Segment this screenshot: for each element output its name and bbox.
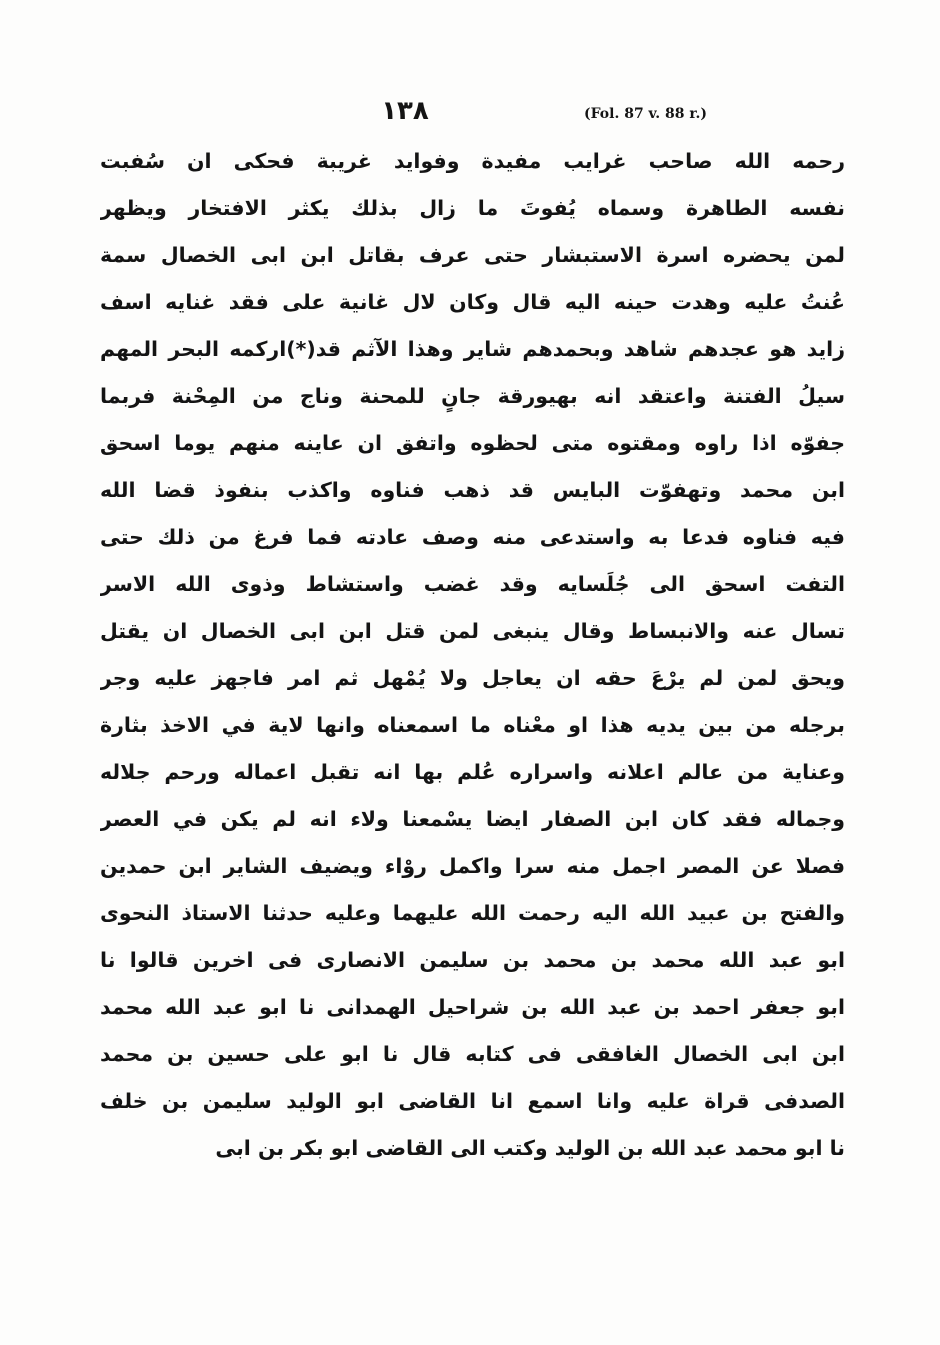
text-line: فيه فناوه فدعا به واستدعى منه وصف عادته فما فرغ من ذلك حتى: [100, 525, 845, 549]
text-line: ابن محمد وتهفوّت البايس قد ذهب فناوه واكذب بنفوذ قضا الله: [100, 478, 845, 502]
text-line: لمن يحضره اسرة الاستبشار حتى عرف بقاتل ابن ابى الخصال سمة: [100, 243, 845, 267]
arabic-text-block: [100, 138, 845, 1172]
text-line: فصلا عن المصر اجمل منه سرا واكمل روْاء ويضيف الشاير ابن حمدين: [100, 854, 845, 878]
text-line: ابو عبد الله محمد بن محمد بن سليمن الانصارى فى اخرين قالوا نا: [100, 948, 845, 972]
page-number: ١٣٨: [381, 96, 429, 126]
text-line: تسال عنه والانبساط وقال ينبغى لمن قتل ابن ابى الخصال ان يقتل: [100, 619, 845, 643]
text-line: رحمه الله صاحب غرايب مفيدة وفوايد غريبة فحكى ان سُفبت: [100, 149, 845, 173]
text-line: وعناية من عالم اعلانه واسراره عُلم بها انه تقبل اعماله ورحم جلاله: [100, 760, 845, 784]
text-line: وجماله فقد كان ابن الصفار ايضا يسْمعنا ولاء انه لم يكن في العصر: [100, 807, 845, 831]
text-line: ويحق لمن لم يرْعَ حقه ان يعاجل ولا يُمْهل ثم امر فاجهز عليه وجر: [100, 666, 845, 690]
folio-reference: (Fol. 87 v. 88 r.): [584, 106, 707, 122]
text-line: عُنتُ عليه وهدت حينه اليه قال وكان لال غانية على فقد غنايه اسف: [100, 290, 845, 314]
text-line: نفسه الطاهرة وسماه يُفوتَ ما زال بذلك يكثر الافتخار ويظهر: [100, 196, 845, 220]
text-line: سيلُ الفتنة واعتقد انه بهيورقة جانٍ للمحنة وناج من المِحْنة فربما: [100, 384, 845, 408]
text-line: والفتح بن عبيد الله اليه رحمت الله عليهما وعليه حدثنا الاستاذ النحوى: [100, 901, 845, 925]
text-line: ابو جعفر احمد بن عبد الله بن شراحيل الهمدانى نا ابو عبد الله محمد: [100, 995, 845, 1019]
text-line: برجله من بين يديه هذا او معْناه ما اسمعناه وانها لاية في الاخذ بثارة: [100, 713, 845, 737]
text-line: زايد هو عجدهم شاهد وبحمدهم شاير وهذا الآثم قد(*)اركمه البحر المهم: [100, 337, 845, 361]
text-line: نا ابو محمد عبد الله بن الوليد وكتب الى القاضى ابو بكر بن ابى: [215, 1136, 845, 1160]
text-line: الصدفى قراة عليه وانا اسمع انا القاضى ابو الوليد سليمن بن خلف: [100, 1089, 845, 1113]
text-line: ابن ابى الخصال الغافقى فى كتابه قال نا ابو على حسين بن محمد: [100, 1042, 845, 1066]
text-line: جفوّه اذا راوه ومقتوه متى لحظوه واتفق ان عاينه منهم يوما اسحق: [100, 431, 845, 455]
text-line: التفت اسحق الى جُلَسايه وقد غضب واستشاط وذوى الله الاسر: [100, 572, 845, 596]
